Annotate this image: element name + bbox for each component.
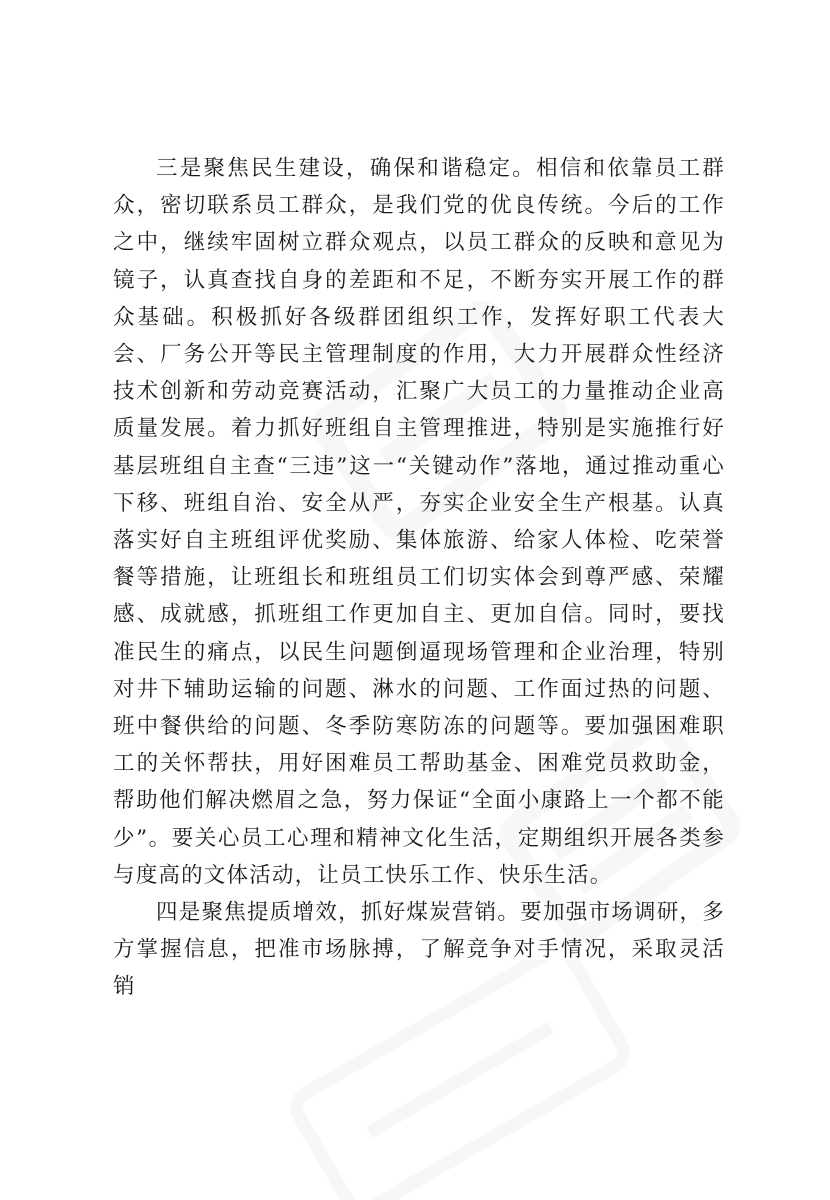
paragraph: 四是聚焦提质增效，抓好煤炭营销。要加强市场调研，多方掌握信息，把准市场脉搏，了解竞争对手情况，采取灵活销 <box>113 900 725 1000</box>
document-body <box>113 150 725 1006</box>
paragraph: 三是聚焦民生建设，确保和谐稳定。相信和依靠员工群众，密切联系员工群众，是我们党的优良传统。今后的工作之中，继续牢固树立群众观点，以员工群众的反映和意见为镜子，认真查找自身的差距和不足，不断夯实开展工作的群众基础。积极抓好各级群团组织工作，发挥好职工代表大会、厂务公开等民主管理制度的作用，大力开展群众性经济技术创新和劳动竞赛活动，汇聚广大员工的力量推动企业高质量发展。着力抓好班组自主管理推进，特别是实施推行好基层班组自主查“三违”这一“关键动作”落地，通过推动重心下移、班组自治、安全从严，夯实企业安全生产根基。认真落实好自主班组评优奖励、集体旅游、给家人体检、吃荣誉餐等措施，让班组长和班组员工们切实体会到尊严感、荣耀感、成就感，抓班组工作更加自主、更加自信。同时，要找准民生的痛点，以民生问题倒逼现场管理和企业治理，特别对井下辅助运输的问题、淋水的问题、工作面过热的问题、班中餐供给的问题、冬季防寒防冻的问题等。要加强困难职工的关怀帮扶，用好困难员工帮助基金、困难党员救助金，帮助他们解决燃眉之急，努力保证“全面小康路上一个都不能少”。要关心员工心理和精神文化生活，定期组织开展各类参与度高的文体活动，让员工快乐工作、快乐生活。 <box>113 156 725 888</box>
